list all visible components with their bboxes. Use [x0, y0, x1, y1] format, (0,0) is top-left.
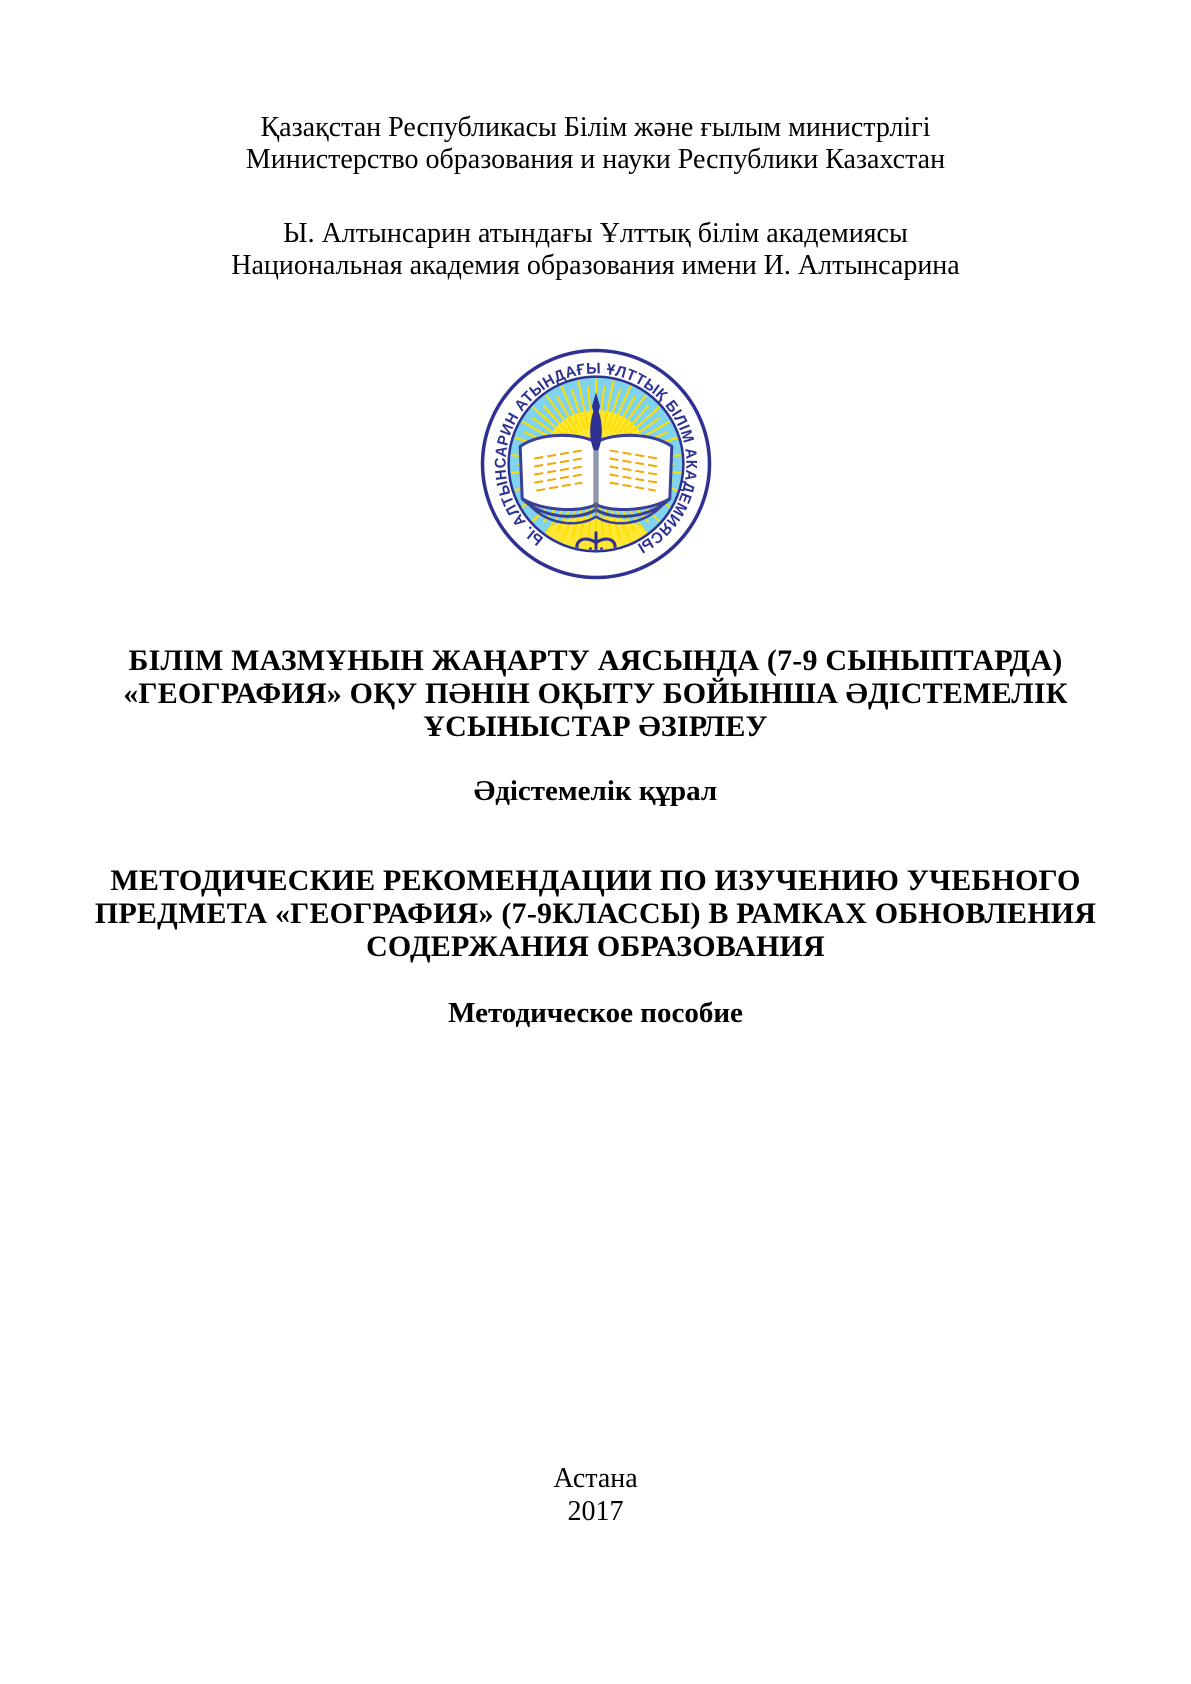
- academy-line-ru: Национальная академия образования имени И. Алтынсарина: [231, 250, 960, 281]
- title-kk-line-2: «ГЕОГРАФИЯ» ОҚУ ПӘНІН ОҚЫТУ БОЙЫНША ӘДІСТЕМЕЛІК: [123, 677, 1068, 710]
- academy-line-kk: Ы. Алтынсарин атындағы Ұлттық білім академиясы: [283, 218, 908, 249]
- title-kk: [0, 644, 1191, 743]
- imprint-year: 2017: [567, 1496, 624, 1527]
- academy-logo: [0, 346, 1191, 582]
- title-kk-line-1: БІЛІМ МАЗМҰНЫН ЖАҢАРТУ АЯСЫНДА (7-9 СЫНЫПТАРДА): [128, 644, 1063, 677]
- imprint: [0, 1462, 1191, 1528]
- title-ru: [0, 864, 1191, 963]
- subtitle-kk: Әдістемелік құрал: [473, 775, 718, 807]
- title-ru-line-3: СОДЕРЖАНИЯ ОБРАЗОВАНИЯ: [366, 930, 825, 963]
- title-kk-line-3: ҰСЫНЫСТАР ӘЗІРЛЕУ: [423, 710, 768, 743]
- ministry-line-kk: Қазақстан Республикасы Білім және ғылым министрлігі: [260, 112, 931, 143]
- title-ru-line-2: ПРЕДМЕТА «ГЕОГРАФИЯ» (7-9КЛАССЫ) В РАМКАХ ОБНОВЛЕНИЯ: [94, 897, 1097, 930]
- header-gap: [0, 176, 1191, 218]
- ministry-line-ru: Министерство образования и науки Республики Казахстан: [245, 144, 946, 175]
- logo-ring-text: Ы. АЛТЫНСАРИН АТЫНДАҒЫ ҰЛТТЫҚ БІЛІМ АКАДЕМИЯСЫ: [492, 360, 699, 557]
- academy-logo-icon: [478, 346, 714, 582]
- subtitle-ru: Методическое пособие: [448, 997, 743, 1029]
- header-block: [0, 0, 1191, 282]
- imprint-city: Астана: [553, 1463, 638, 1494]
- title-ru-line-1: МЕТОДИЧЕСКИЕ РЕКОМЕНДАЦИИ ПО ИЗУЧЕНИЮ УЧЕБНОГО: [110, 864, 1081, 897]
